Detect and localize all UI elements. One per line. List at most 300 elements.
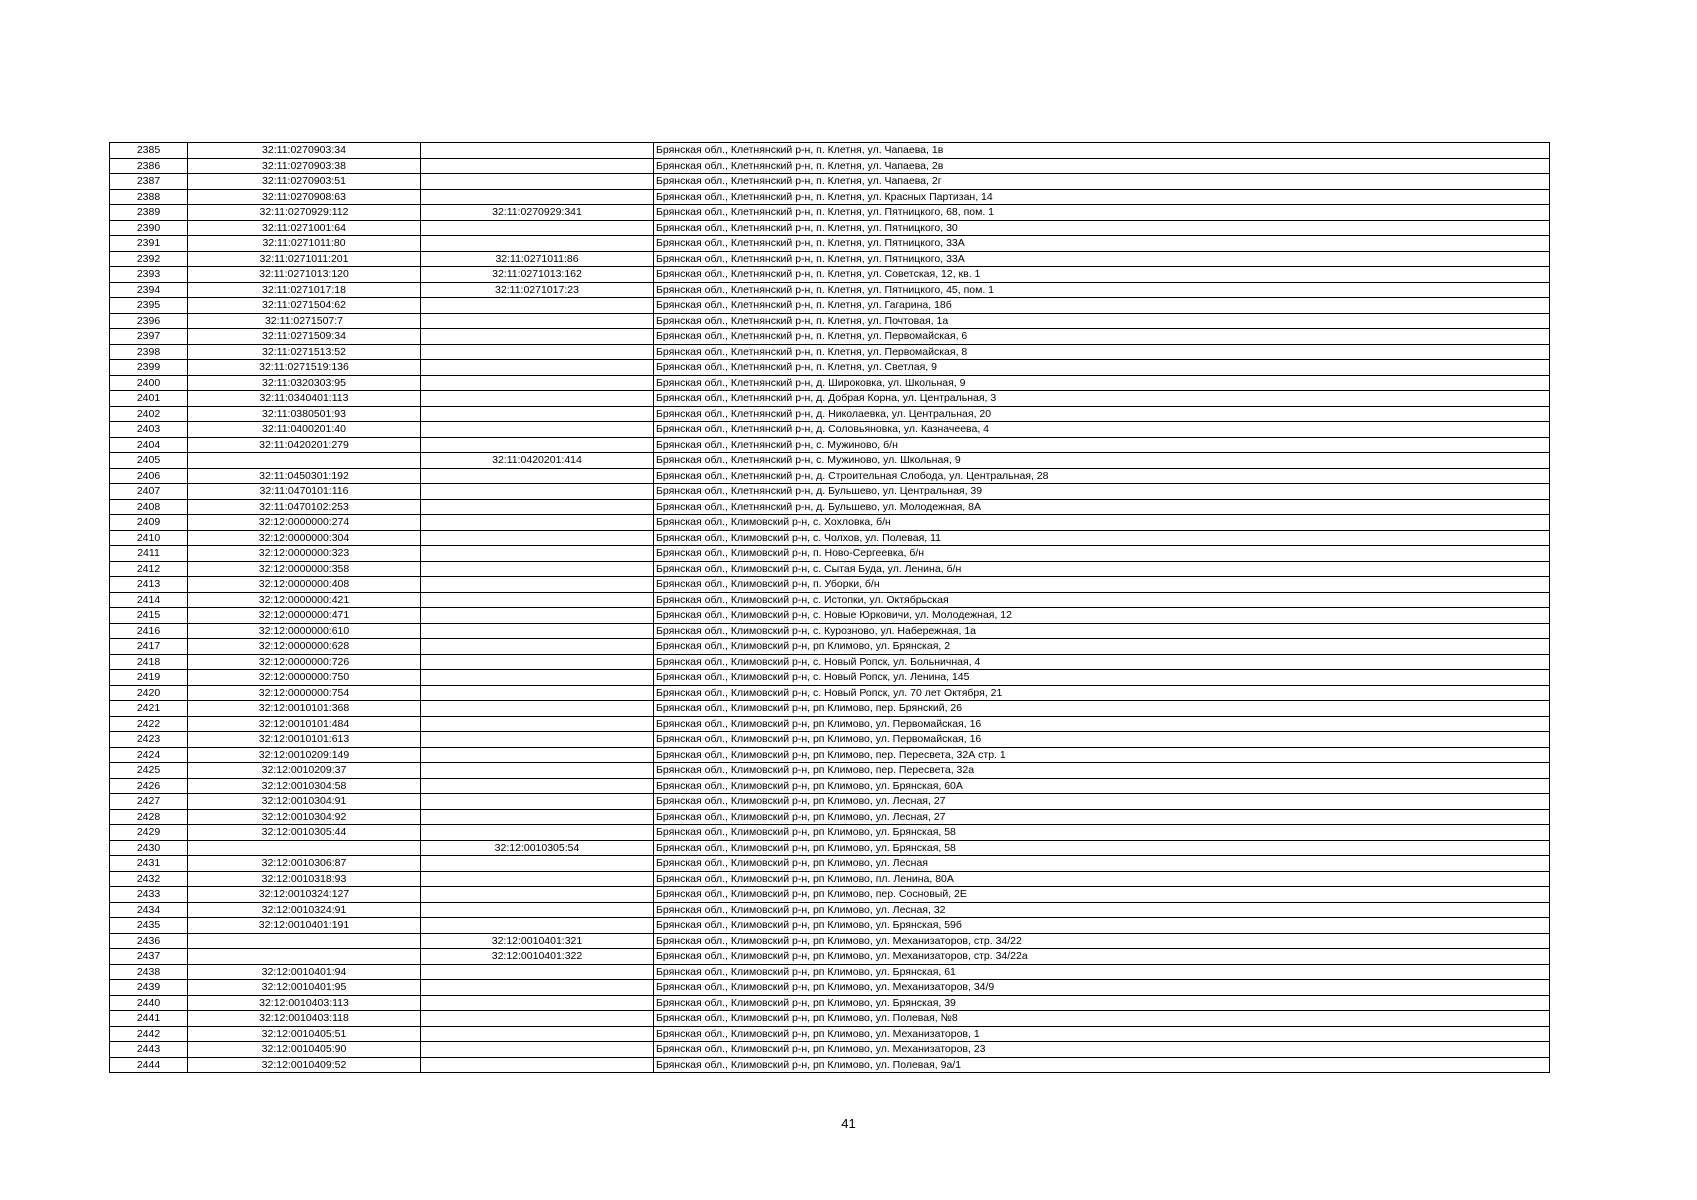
cadastral-number-cell: 32:12:0000000:628 <box>188 639 421 655</box>
row-number-cell: 2407 <box>110 484 188 500</box>
secondary-cadastral-number-cell <box>421 174 654 190</box>
table-row <box>110 158 1550 174</box>
table-row <box>110 391 1550 407</box>
cadastral-number-cell: 32:11:0271504:62 <box>188 298 421 314</box>
address-cell: Брянская обл., Клетнянский р-н, д. Бульшево, ул. Центральная, 39 <box>654 484 1550 500</box>
cadastral-number-cell: 32:12:0010209:37 <box>188 763 421 779</box>
secondary-cadastral-number-cell <box>421 344 654 360</box>
table-row <box>110 453 1550 469</box>
secondary-cadastral-number-cell <box>421 654 654 670</box>
row-number-cell: 2433 <box>110 887 188 903</box>
secondary-cadastral-number-cell <box>421 391 654 407</box>
address-cell: Брянская обл., Клетнянский р-н, п. Клетня, ул. Советская, 12, кв. 1 <box>654 267 1550 283</box>
address-cell: Брянская обл., Климовский р-н, рп Климово, ул. Брянская, 2 <box>654 639 1550 655</box>
address-cell: Брянская обл., Климовский р-н, рп Климово, ул. Брянская, 58 <box>654 840 1550 856</box>
address-cell: Брянская обл., Климовский р-н, п. Ново-Сергеевка, б/н <box>654 546 1550 562</box>
table-row <box>110 1042 1550 1058</box>
row-number-cell: 2403 <box>110 422 188 438</box>
secondary-cadastral-number-cell: 32:12:0010401:321 <box>421 933 654 949</box>
table-row <box>110 701 1550 717</box>
secondary-cadastral-number-cell <box>421 670 654 686</box>
table-row <box>110 1011 1550 1027</box>
row-number-cell: 2391 <box>110 236 188 252</box>
table-row <box>110 716 1550 732</box>
address-cell: Брянская обл., Климовский р-н, с. Курозново, ул. Набережная, 1а <box>654 623 1550 639</box>
secondary-cadastral-number-cell <box>421 1026 654 1042</box>
row-number-cell: 2423 <box>110 732 188 748</box>
table-row <box>110 267 1550 283</box>
cadastral-number-cell: 32:11:0271013:120 <box>188 267 421 283</box>
address-cell: Брянская обл., Климовский р-н, с. Новый Ропск, ул. Ленина, 145 <box>654 670 1550 686</box>
secondary-cadastral-number-cell <box>421 422 654 438</box>
cadastral-number-cell: 32:11:0380501:93 <box>188 406 421 422</box>
secondary-cadastral-number-cell <box>421 189 654 205</box>
table-row <box>110 298 1550 314</box>
table-row <box>110 220 1550 236</box>
secondary-cadastral-number-cell <box>421 716 654 732</box>
page-number: 41 <box>841 1116 856 1131</box>
address-cell: Брянская обл., Клетнянский р-н, п. Клетня, ул. Пятницкого, 45, пом. 1 <box>654 282 1550 298</box>
row-number-cell: 2431 <box>110 856 188 872</box>
address-cell: Брянская обл., Климовский р-н, рп Климово, ул. Первомайская, 16 <box>654 732 1550 748</box>
row-number-cell: 2430 <box>110 840 188 856</box>
row-number-cell: 2412 <box>110 561 188 577</box>
row-number-cell: 2444 <box>110 1057 188 1073</box>
row-number-cell: 2410 <box>110 530 188 546</box>
row-number-cell: 2421 <box>110 701 188 717</box>
cadastral-number-cell: 32:12:0000000:750 <box>188 670 421 686</box>
address-cell: Брянская обл., Клетнянский р-н, с. Мужиново, ул. Школьная, 9 <box>654 453 1550 469</box>
row-number-cell: 2428 <box>110 809 188 825</box>
row-number-cell: 2417 <box>110 639 188 655</box>
row-number-cell: 2414 <box>110 592 188 608</box>
cadastral-number-cell: 32:12:0010209:149 <box>188 747 421 763</box>
secondary-cadastral-number-cell <box>421 871 654 887</box>
cadastral-number-cell: 32:11:0270929:112 <box>188 205 421 221</box>
row-number-cell: 2393 <box>110 267 188 283</box>
cadastral-number-cell: 32:11:0271001:64 <box>188 220 421 236</box>
secondary-cadastral-number-cell <box>421 577 654 593</box>
address-cell: Брянская обл., Климовский р-н, рп Климово, ул. Механизаторов, 34/9 <box>654 980 1550 996</box>
cadastral-number-cell: 32:12:0010401:95 <box>188 980 421 996</box>
address-cell: Брянская обл., Климовский р-н, рп Климово, ул. Брянская, 60А <box>654 778 1550 794</box>
secondary-cadastral-number-cell <box>421 902 654 918</box>
table-row <box>110 484 1550 500</box>
secondary-cadastral-number-cell <box>421 515 654 531</box>
address-cell: Брянская обл., Климовский р-н, с. Чолхов, ул. Полевая, 11 <box>654 530 1550 546</box>
secondary-cadastral-number-cell <box>421 639 654 655</box>
secondary-cadastral-number-cell <box>421 360 654 376</box>
table-row <box>110 329 1550 345</box>
address-cell: Брянская обл., Клетнянский р-н, п. Клетня, ул. Красных Партизан, 14 <box>654 189 1550 205</box>
row-number-cell: 2422 <box>110 716 188 732</box>
secondary-cadastral-number-cell <box>421 437 654 453</box>
cadastral-number-cell: 32:12:0010405:90 <box>188 1042 421 1058</box>
row-number-cell: 2396 <box>110 313 188 329</box>
property-table <box>109 142 1550 1073</box>
secondary-cadastral-number-cell: 32:11:0271013:162 <box>421 267 654 283</box>
cadastral-number-cell: 32:11:0271519:136 <box>188 360 421 376</box>
address-cell: Брянская обл., Климовский р-н, рп Климово, ул. Лесная, 32 <box>654 902 1550 918</box>
row-number-cell: 2429 <box>110 825 188 841</box>
secondary-cadastral-number-cell <box>421 1057 654 1073</box>
address-cell: Брянская обл., Климовский р-н, с. Новые Юрковичи, ул. Молодежная, 12 <box>654 608 1550 624</box>
secondary-cadastral-number-cell <box>421 763 654 779</box>
address-cell: Брянская обл., Клетнянский р-н, д. Широковка, ул. Школьная, 9 <box>654 375 1550 391</box>
row-number-cell: 2405 <box>110 453 188 469</box>
secondary-cadastral-number-cell: 32:11:0271011:86 <box>421 251 654 267</box>
table-row <box>110 515 1550 531</box>
row-number-cell: 2389 <box>110 205 188 221</box>
address-cell: Брянская обл., Клетнянский р-н, п. Клетня, ул. Первомайская, 8 <box>654 344 1550 360</box>
secondary-cadastral-number-cell: 32:12:0010305:54 <box>421 840 654 856</box>
row-number-cell: 2437 <box>110 949 188 965</box>
table-row <box>110 205 1550 221</box>
secondary-cadastral-number-cell <box>421 918 654 934</box>
secondary-cadastral-number-cell <box>421 592 654 608</box>
table-body <box>110 143 1550 1073</box>
address-cell: Брянская обл., Климовский р-н, рп Климово, ул. Полевая, 9а/1 <box>654 1057 1550 1073</box>
address-cell: Брянская обл., Климовский р-н, рп Климово, ул. Лесная, 27 <box>654 794 1550 810</box>
address-cell: Брянская обл., Климовский р-н, рп Климово, ул. Механизаторов, 1 <box>654 1026 1550 1042</box>
secondary-cadastral-number-cell <box>421 499 654 515</box>
row-number-cell: 2424 <box>110 747 188 763</box>
secondary-cadastral-number-cell <box>421 825 654 841</box>
cadastral-number-cell: 32:12:0010101:613 <box>188 732 421 748</box>
address-cell: Брянская обл., Климовский р-н, с. Истопки, ул. Октябрьская <box>654 592 1550 608</box>
cadastral-number-cell: 32:11:0470101:116 <box>188 484 421 500</box>
table-row <box>110 747 1550 763</box>
row-number-cell: 2439 <box>110 980 188 996</box>
secondary-cadastral-number-cell <box>421 530 654 546</box>
table-row <box>110 918 1550 934</box>
table-row <box>110 561 1550 577</box>
row-number-cell: 2392 <box>110 251 188 267</box>
cadastral-number-cell: 32:12:0010318:93 <box>188 871 421 887</box>
secondary-cadastral-number-cell <box>421 887 654 903</box>
row-number-cell: 2401 <box>110 391 188 407</box>
cadastral-number-cell: 32:12:0000000:726 <box>188 654 421 670</box>
table-row <box>110 902 1550 918</box>
address-cell: Брянская обл., Климовский р-н, рп Климово, ул. Лесная, 27 <box>654 809 1550 825</box>
cadastral-number-cell <box>188 933 421 949</box>
address-cell: Брянская обл., Клетнянский р-н, п. Клетня, ул. Пятницкого, 30 <box>654 220 1550 236</box>
secondary-cadastral-number-cell <box>421 1042 654 1058</box>
row-number-cell: 2388 <box>110 189 188 205</box>
address-cell: Брянская обл., Климовский р-н, рп Климово, пер. Пересвета, 32А стр. 1 <box>654 747 1550 763</box>
row-number-cell: 2436 <box>110 933 188 949</box>
row-number-cell: 2408 <box>110 499 188 515</box>
secondary-cadastral-number-cell: 32:11:0420201:414 <box>421 453 654 469</box>
row-number-cell: 2442 <box>110 1026 188 1042</box>
address-cell: Брянская обл., Климовский р-н, рп Климово, пер. Брянский, 26 <box>654 701 1550 717</box>
table-row <box>110 995 1550 1011</box>
table-row <box>110 437 1550 453</box>
cadastral-number-cell: 32:12:0010405:51 <box>188 1026 421 1042</box>
cadastral-number-cell: 32:12:0010304:91 <box>188 794 421 810</box>
table-row <box>110 840 1550 856</box>
cadastral-number-cell: 32:11:0450301:192 <box>188 468 421 484</box>
row-number-cell: 2386 <box>110 158 188 174</box>
table-row <box>110 887 1550 903</box>
secondary-cadastral-number-cell <box>421 313 654 329</box>
address-cell: Брянская обл., Клетнянский р-н, п. Клетня, ул. Чапаева, 2г <box>654 174 1550 190</box>
table-row <box>110 856 1550 872</box>
address-cell: Брянская обл., Клетнянский р-н, д. Николаевка, ул. Центральная, 20 <box>654 406 1550 422</box>
row-number-cell: 2426 <box>110 778 188 794</box>
row-number-cell: 2427 <box>110 794 188 810</box>
table-row <box>110 375 1550 391</box>
secondary-cadastral-number-cell <box>421 964 654 980</box>
secondary-cadastral-number-cell <box>421 1011 654 1027</box>
secondary-cadastral-number-cell: 32:11:0270929:341 <box>421 205 654 221</box>
table-row <box>110 608 1550 624</box>
secondary-cadastral-number-cell <box>421 856 654 872</box>
row-number-cell: 2438 <box>110 964 188 980</box>
cadastral-number-cell: 32:12:0000000:323 <box>188 546 421 562</box>
cadastral-number-cell: 32:12:0000000:358 <box>188 561 421 577</box>
table-row <box>110 236 1550 252</box>
address-cell: Брянская обл., Климовский р-н, рп Климово, ул. Механизаторов, стр. 34/22а <box>654 949 1550 965</box>
address-cell: Брянская обл., Клетнянский р-н, п. Клетня, ул. Чапаева, 2в <box>654 158 1550 174</box>
secondary-cadastral-number-cell <box>421 375 654 391</box>
table-row <box>110 623 1550 639</box>
row-number-cell: 2418 <box>110 654 188 670</box>
row-number-cell: 2441 <box>110 1011 188 1027</box>
cadastral-number-cell: 32:11:0270903:38 <box>188 158 421 174</box>
cadastral-number-cell: 32:12:0000000:274 <box>188 515 421 531</box>
table-row <box>110 949 1550 965</box>
table-row <box>110 530 1550 546</box>
cadastral-number-cell: 32:11:0270903:51 <box>188 174 421 190</box>
table-row <box>110 825 1550 841</box>
cadastral-number-cell: 32:12:0010306:87 <box>188 856 421 872</box>
secondary-cadastral-number-cell <box>421 236 654 252</box>
address-cell: Брянская обл., Клетнянский р-н, п. Клетня, ул. Светлая, 9 <box>654 360 1550 376</box>
row-number-cell: 2385 <box>110 143 188 159</box>
table-row <box>110 189 1550 205</box>
cadastral-number-cell: 32:12:0000000:304 <box>188 530 421 546</box>
table-row <box>110 1057 1550 1073</box>
cadastral-number-cell: 32:11:0340401:113 <box>188 391 421 407</box>
row-number-cell: 2395 <box>110 298 188 314</box>
secondary-cadastral-number-cell <box>421 546 654 562</box>
address-cell: Брянская обл., Клетнянский р-н, п. Клетня, ул. Гагарина, 18б <box>654 298 1550 314</box>
secondary-cadastral-number-cell <box>421 329 654 345</box>
cadastral-number-cell: 32:11:0271011:80 <box>188 236 421 252</box>
secondary-cadastral-number-cell <box>421 220 654 236</box>
address-cell: Брянская обл., Климовский р-н, рп Климово, ул. Брянская, 39 <box>654 995 1550 1011</box>
row-number-cell: 2394 <box>110 282 188 298</box>
secondary-cadastral-number-cell <box>421 778 654 794</box>
table-row <box>110 809 1550 825</box>
address-cell: Брянская обл., Климовский р-н, рп Климово, пл. Ленина, 80А <box>654 871 1550 887</box>
address-cell: Брянская обл., Климовский р-н, с. Новый Ропск, ул. Больничная, 4 <box>654 654 1550 670</box>
secondary-cadastral-number-cell <box>421 561 654 577</box>
row-number-cell: 2397 <box>110 329 188 345</box>
row-number-cell: 2398 <box>110 344 188 360</box>
cadastral-number-cell: 32:12:0010401:191 <box>188 918 421 934</box>
address-cell: Брянская обл., Клетнянский р-н, д. Соловьяновка, ул. Казначеева, 4 <box>654 422 1550 438</box>
cadastral-number-cell: 32:11:0420201:279 <box>188 437 421 453</box>
address-cell: Брянская обл., Климовский р-н, с. Новый Ропск, ул. 70 лет Октября, 21 <box>654 685 1550 701</box>
address-cell: Брянская обл., Климовский р-н, с. Сытая Буда, ул. Ленина, б/н <box>654 561 1550 577</box>
address-cell: Брянская обл., Климовский р-н, с. Хохловка, б/н <box>654 515 1550 531</box>
table-row <box>110 360 1550 376</box>
cadastral-number-cell: 32:12:0010324:91 <box>188 902 421 918</box>
cadastral-number-cell: 32:11:0271507:7 <box>188 313 421 329</box>
cadastral-number-cell: 32:12:0010324:127 <box>188 887 421 903</box>
table-row <box>110 732 1550 748</box>
cadastral-number-cell: 32:11:0270908:63 <box>188 189 421 205</box>
row-number-cell: 2390 <box>110 220 188 236</box>
secondary-cadastral-number-cell <box>421 701 654 717</box>
table-row <box>110 964 1550 980</box>
cadastral-number-cell <box>188 840 421 856</box>
cadastral-number-cell: 32:11:0271017:18 <box>188 282 421 298</box>
cadastral-number-cell: 32:11:0270903:34 <box>188 143 421 159</box>
table-row <box>110 778 1550 794</box>
address-cell: Брянская обл., Климовский р-н, рп Климово, пер. Пересвета, 32а <box>654 763 1550 779</box>
table-row <box>110 546 1550 562</box>
table-row <box>110 763 1550 779</box>
row-number-cell: 2411 <box>110 546 188 562</box>
secondary-cadastral-number-cell <box>421 980 654 996</box>
row-number-cell: 2420 <box>110 685 188 701</box>
address-cell: Брянская обл., Клетнянский р-н, д. Бульшево, ул. Молодежная, 8А <box>654 499 1550 515</box>
address-cell: Брянская обл., Клетнянский р-н, п. Клетня, ул. Пятницкого, 33А <box>654 251 1550 267</box>
cadastral-number-cell: 32:12:0010304:58 <box>188 778 421 794</box>
table-row <box>110 577 1550 593</box>
address-cell: Брянская обл., Климовский р-н, рп Климово, пер. Сосновый, 2Е <box>654 887 1550 903</box>
table-row <box>110 499 1550 515</box>
secondary-cadastral-number-cell <box>421 747 654 763</box>
secondary-cadastral-number-cell <box>421 995 654 1011</box>
table-row <box>110 592 1550 608</box>
address-cell: Брянская обл., Клетнянский р-н, п. Клетня, ул. Почтовая, 1а <box>654 313 1550 329</box>
address-cell: Брянская обл., Клетнянский р-н, п. Клетня, ул. Пятницкого, 68, пом. 1 <box>654 205 1550 221</box>
cadastral-number-cell: 32:11:0470102:253 <box>188 499 421 515</box>
address-cell: Брянская обл., Климовский р-н, рп Климово, ул. Лесная <box>654 856 1550 872</box>
table-row <box>110 685 1550 701</box>
row-number-cell: 2432 <box>110 871 188 887</box>
cadastral-number-cell <box>188 453 421 469</box>
address-cell: Брянская обл., Климовский р-н, рп Климово, ул. Механизаторов, 23 <box>654 1042 1550 1058</box>
row-number-cell: 2434 <box>110 902 188 918</box>
cadastral-number-cell <box>188 949 421 965</box>
cadastral-number-cell: 32:11:0400201:40 <box>188 422 421 438</box>
secondary-cadastral-number-cell <box>421 809 654 825</box>
row-number-cell: 2425 <box>110 763 188 779</box>
secondary-cadastral-number-cell: 32:12:0010401:322 <box>421 949 654 965</box>
secondary-cadastral-number-cell <box>421 608 654 624</box>
secondary-cadastral-number-cell <box>421 623 654 639</box>
row-number-cell: 2400 <box>110 375 188 391</box>
table-row <box>110 794 1550 810</box>
table-row <box>110 639 1550 655</box>
secondary-cadastral-number-cell <box>421 732 654 748</box>
address-cell: Брянская обл., Клетнянский р-н, п. Клетня, ул. Первомайская, 6 <box>654 329 1550 345</box>
row-number-cell: 2406 <box>110 468 188 484</box>
table-row <box>110 344 1550 360</box>
address-cell: Брянская обл., Климовский р-н, рп Климово, ул. Механизаторов, стр. 34/22 <box>654 933 1550 949</box>
row-number-cell: 2440 <box>110 995 188 1011</box>
secondary-cadastral-number-cell <box>421 794 654 810</box>
address-cell: Брянская обл., Климовский р-н, рп Климово, ул. Брянская, 61 <box>654 964 1550 980</box>
row-number-cell: 2409 <box>110 515 188 531</box>
table-row <box>110 143 1550 159</box>
cadastral-number-cell: 32:12:0010305:44 <box>188 825 421 841</box>
cadastral-number-cell: 32:12:0000000:754 <box>188 685 421 701</box>
cadastral-number-cell: 32:12:0010409:52 <box>188 1057 421 1073</box>
row-number-cell: 2413 <box>110 577 188 593</box>
secondary-cadastral-number-cell <box>421 468 654 484</box>
table-row <box>110 282 1550 298</box>
address-cell: Брянская обл., Клетнянский р-н, с. Мужиново, б/н <box>654 437 1550 453</box>
table-row <box>110 468 1550 484</box>
cadastral-number-cell: 32:11:0271011:201 <box>188 251 421 267</box>
address-cell: Брянская обл., Клетнянский р-н, д. Добрая Корна, ул. Центральная, 3 <box>654 391 1550 407</box>
cadastral-number-cell: 32:12:0000000:610 <box>188 623 421 639</box>
cadastral-number-cell: 32:12:0010403:118 <box>188 1011 421 1027</box>
cadastral-number-cell: 32:12:0010101:368 <box>188 701 421 717</box>
cadastral-number-cell: 32:11:0320303:95 <box>188 375 421 391</box>
cadastral-number-cell: 32:12:0010403:113 <box>188 995 421 1011</box>
cadastral-number-cell: 32:11:0271509:34 <box>188 329 421 345</box>
table-row <box>110 406 1550 422</box>
row-number-cell: 2419 <box>110 670 188 686</box>
row-number-cell: 2387 <box>110 174 188 190</box>
secondary-cadastral-number-cell <box>421 484 654 500</box>
cadastral-number-cell: 32:12:0010101:484 <box>188 716 421 732</box>
secondary-cadastral-number-cell <box>421 143 654 159</box>
cadastral-number-cell: 32:12:0000000:421 <box>188 592 421 608</box>
row-number-cell: 2399 <box>110 360 188 376</box>
table-row <box>110 980 1550 996</box>
table-row <box>110 933 1550 949</box>
table-row <box>110 251 1550 267</box>
cadastral-number-cell: 32:12:0010401:94 <box>188 964 421 980</box>
cadastral-number-cell: 32:12:0000000:408 <box>188 577 421 593</box>
secondary-cadastral-number-cell: 32:11:0271017:23 <box>421 282 654 298</box>
row-number-cell: 2415 <box>110 608 188 624</box>
table-row <box>110 313 1550 329</box>
secondary-cadastral-number-cell <box>421 298 654 314</box>
row-number-cell: 2443 <box>110 1042 188 1058</box>
secondary-cadastral-number-cell <box>421 158 654 174</box>
cadastral-number-cell: 32:12:0000000:471 <box>188 608 421 624</box>
row-number-cell: 2404 <box>110 437 188 453</box>
address-cell: Брянская обл., Климовский р-н, рп Климово, ул. Брянская, 58 <box>654 825 1550 841</box>
address-cell: Брянская обл., Клетнянский р-н, п. Клетня, ул. Пятницкого, 33А <box>654 236 1550 252</box>
table-row <box>110 422 1550 438</box>
table-row <box>110 871 1550 887</box>
address-cell: Брянская обл., Климовский р-н, рп Климово, ул. Первомайская, 16 <box>654 716 1550 732</box>
address-cell: Брянская обл., Климовский р-н, рп Климово, ул. Брянская, 59б <box>654 918 1550 934</box>
table-row <box>110 174 1550 190</box>
address-cell: Брянская обл., Климовский р-н, п. Уборки, б/н <box>654 577 1550 593</box>
table-row <box>110 1026 1550 1042</box>
secondary-cadastral-number-cell <box>421 685 654 701</box>
table-row <box>110 670 1550 686</box>
secondary-cadastral-number-cell <box>421 406 654 422</box>
table-row <box>110 654 1550 670</box>
row-number-cell: 2435 <box>110 918 188 934</box>
row-number-cell: 2402 <box>110 406 188 422</box>
address-cell: Брянская обл., Клетнянский р-н, д. Строительная Слобода, ул. Центральная, 28 <box>654 468 1550 484</box>
row-number-cell: 2416 <box>110 623 188 639</box>
address-cell: Брянская обл., Клетнянский р-н, п. Клетня, ул. Чапаева, 1в <box>654 143 1550 159</box>
